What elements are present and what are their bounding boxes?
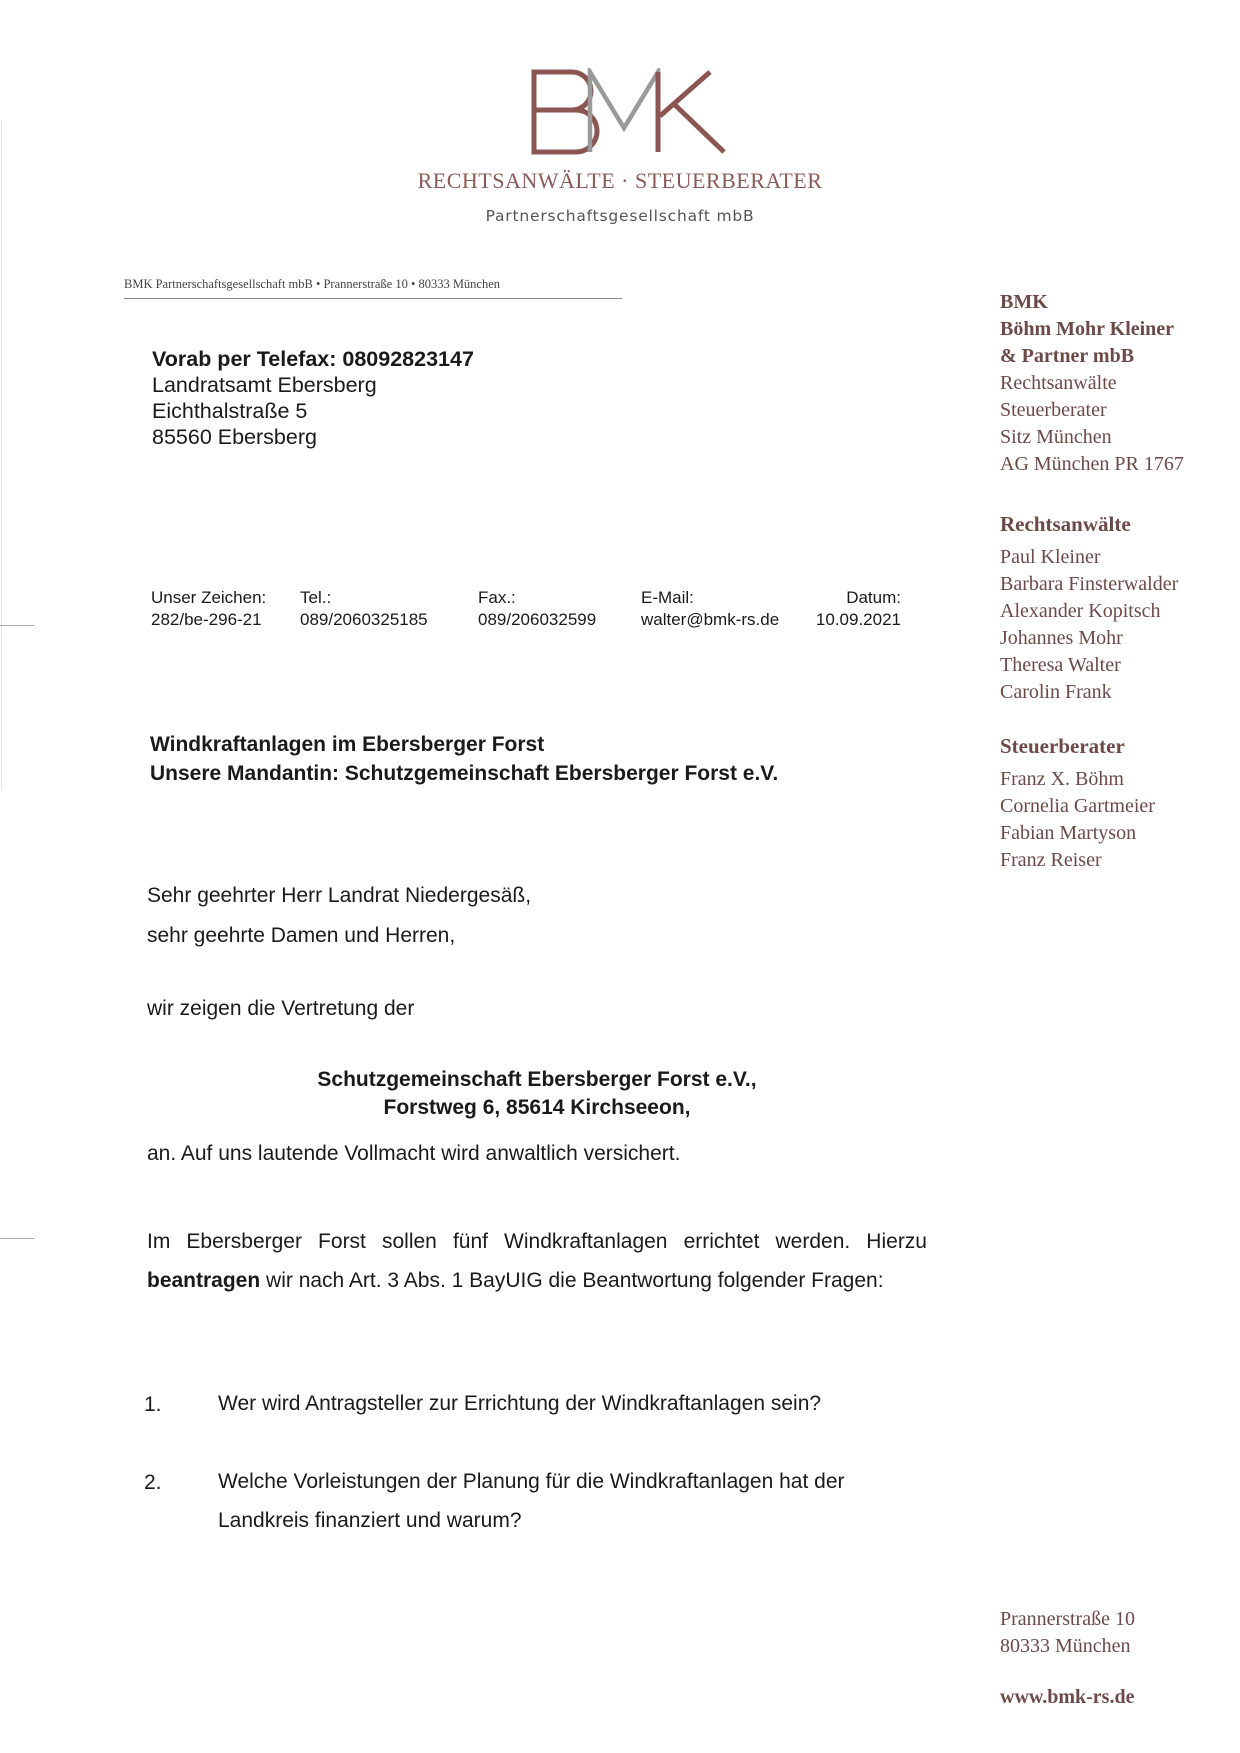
sender-line: BMK Partnerschaftsgesellschaft mbB • Prannerstraße 10 • 80333 München bbox=[124, 277, 501, 291]
lawyer-name: Carolin Frank bbox=[1000, 681, 1112, 703]
lawyer-name: Alexander Kopitsch bbox=[1000, 600, 1161, 622]
request-text-2: wir nach Art. 3 Abs. 1 BayUIG die Beantwortung folgender Fragen: bbox=[260, 1269, 884, 1292]
firm-detail: Sitz München bbox=[1000, 426, 1112, 448]
recipient-street: Eichthalstraße 5 bbox=[152, 399, 308, 423]
date-label: Datum: bbox=[846, 588, 901, 607]
subject bbox=[150, 730, 778, 788]
address-street: Prannerstraße 10 bbox=[1000, 1608, 1135, 1630]
firm-short: BMK bbox=[1000, 291, 1048, 313]
subject-line-2: Unsere Mandantin: Schutzgemeinschaft Ebersberger Forst e.V. bbox=[150, 762, 779, 785]
question-number: 2. bbox=[144, 1471, 162, 1494]
ref-tel bbox=[300, 587, 428, 631]
firm-tagline: RECHTSANWÄLTE · STEUERBERATER bbox=[417, 168, 823, 193]
sidebar-firm bbox=[1000, 289, 1184, 478]
ref-value: 282/be-296-21 bbox=[151, 610, 262, 629]
sender-underline bbox=[124, 298, 622, 299]
sidebar-address bbox=[1000, 1606, 1135, 1660]
fold-mark-bottom bbox=[0, 1238, 34, 1239]
tax-advisor-name: Fabian Martyson bbox=[1000, 822, 1137, 844]
firm-detail: AG München PR 1767 bbox=[1000, 453, 1184, 475]
request-text-1: Im Ebersberger Forst sollen fünf Windkraftanlagen errichtet werden. Hierzu bbox=[147, 1230, 927, 1253]
subject-line-1: Windkraftanlagen im Ebersberger Forst bbox=[150, 733, 545, 756]
lawyer-name: Theresa Walter bbox=[1000, 654, 1121, 676]
salutation-line-1: Sehr geehrter Herr Landrat Niedergesäß, bbox=[147, 884, 532, 907]
request-emphasis: beantragen bbox=[147, 1269, 261, 1292]
fax-value: 089/206032599 bbox=[478, 610, 597, 629]
mandate-text: an. Auf uns lautende Vollmacht wird anwaltlich versichert. bbox=[147, 1142, 681, 1165]
fold-mark-top bbox=[0, 625, 34, 626]
firm-detail: Rechtsanwälte bbox=[1000, 372, 1117, 394]
client-address: Forstweg 6, 85614 Kirchseeon, bbox=[383, 1096, 691, 1119]
ref-email bbox=[641, 587, 779, 631]
ref-date bbox=[805, 587, 901, 631]
client-name: Schutzgemeinschaft Ebersberger Forst e.V., bbox=[317, 1068, 757, 1091]
ref-fax bbox=[478, 587, 596, 631]
sidebar-tax-advisors bbox=[1000, 733, 1155, 874]
lawyer-name: Barbara Finsterwalder bbox=[1000, 573, 1179, 595]
question-text: Welche Vorleistungen der Planung für die Windkraftanlagen hat der Landkreis finanziert und warum? bbox=[218, 1470, 845, 1532]
tax-heading: Steuerberater bbox=[1000, 734, 1125, 758]
salutation bbox=[147, 876, 927, 956]
date-value: 10.09.2021 bbox=[815, 610, 901, 629]
salutation-line-2: sehr geehrte Damen und Herren, bbox=[147, 924, 456, 947]
recipient-city: 85560 Ebersberg bbox=[152, 425, 317, 449]
lawyer-name: Johannes Mohr bbox=[1000, 627, 1123, 649]
tel-value: 089/2060325185 bbox=[300, 610, 428, 629]
firm-name-1: Böhm Mohr Kleiner bbox=[1000, 318, 1175, 340]
email-value: walter@bmk-rs.de bbox=[641, 610, 780, 629]
sidebar-lawyers bbox=[1000, 511, 1178, 706]
tax-advisor-name: Franz X. Böhm bbox=[1000, 768, 1124, 790]
client-block bbox=[147, 1066, 927, 1122]
recipient-address bbox=[152, 346, 474, 450]
question-text: Wer wird Antragsteller zur Errichtung der Windkraftanlagen sein? bbox=[218, 1392, 822, 1415]
tax-advisor-name: Franz Reiser bbox=[1000, 849, 1102, 871]
firm-detail: Steuerberater bbox=[1000, 399, 1107, 421]
fax-label: Fax.: bbox=[478, 588, 516, 607]
request-paragraph bbox=[147, 1222, 927, 1300]
ref-our-reference bbox=[151, 587, 266, 631]
fax-line: Vorab per Telefax: 08092823147 bbox=[152, 347, 474, 371]
email-label: E-Mail: bbox=[641, 588, 694, 607]
ref-label: Unser Zeichen: bbox=[151, 588, 267, 607]
tel-label: Tel.: bbox=[300, 588, 332, 607]
tax-advisor-name: Cornelia Gartmeier bbox=[1000, 795, 1155, 817]
website-link[interactable]: www.bmk-rs.de bbox=[1000, 1686, 1135, 1708]
bmk-logo bbox=[528, 68, 728, 156]
address-city: 80333 München bbox=[1000, 1635, 1131, 1657]
firm-name-2: & Partner mbB bbox=[1000, 345, 1135, 367]
lawyers-heading: Rechtsanwälte bbox=[1000, 512, 1131, 536]
lawyer-name: Paul Kleiner bbox=[1000, 546, 1101, 568]
recipient-name: Landratsamt Ebersberg bbox=[152, 373, 377, 397]
intro-text: wir zeigen die Vertretung der bbox=[147, 997, 415, 1020]
question-number: 1. bbox=[144, 1393, 162, 1416]
firm-subtagline: Partnerschaftsgesellschaft mbB bbox=[485, 207, 755, 225]
